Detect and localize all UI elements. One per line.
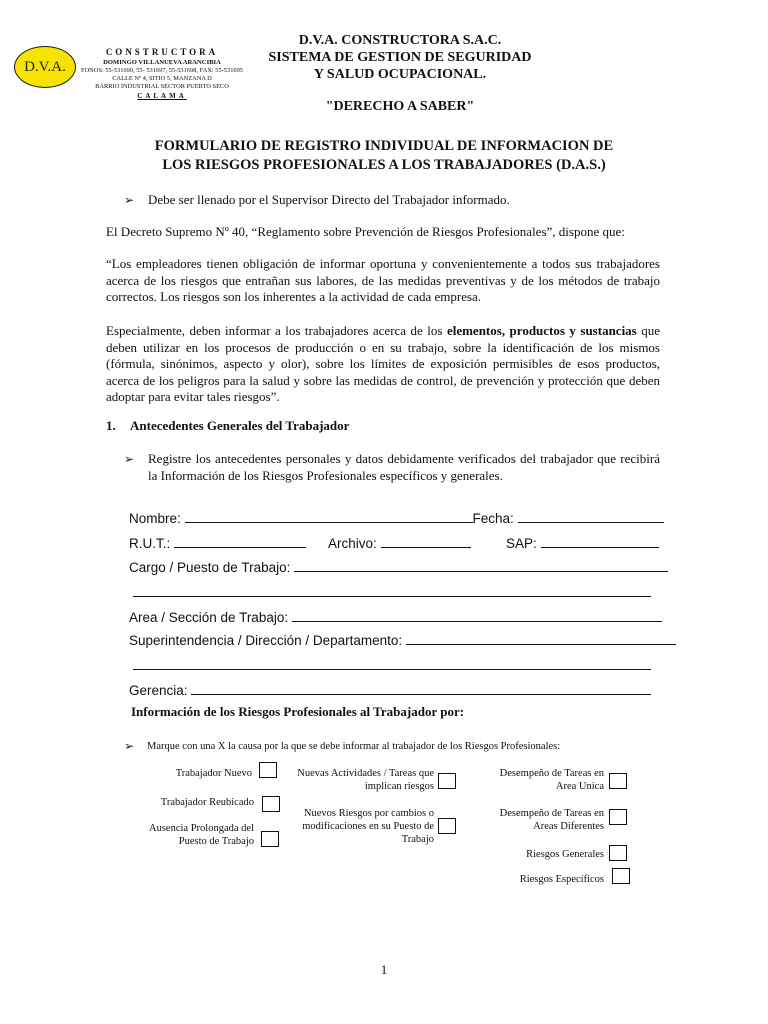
nombre-field[interactable]: [185, 509, 473, 523]
archivo-field[interactable]: [381, 534, 471, 548]
option-label-ausencia-prolongada: Ausencia Prolongada del Puesto de Trabajo: [149, 823, 254, 847]
form-title-line2: LOS RIESGOS PROFESIONALES A LOS TRABAJADORES (D.A.S.): [162, 157, 606, 173]
option-label-riesgos-especificos: Riesgos Específicos: [519, 874, 604, 885]
option-label-riesgos-generales: Riesgos Generales: [526, 849, 604, 860]
page-number: 1: [380, 962, 388, 977]
logo-phones: FONOS: 55-531690, 55- 531697, 55-531698, FAX: 55-531695: [81, 67, 243, 74]
sap-row: [506, 534, 659, 552]
quote2-bold: elementos, productos y sustancias: [446, 323, 637, 338]
section-instruction: Registre los antecedentes personales y datos debidamente verificados del trabajador que recibirá la Información de los Riesgos Profesionales específicos y generales.: [148, 451, 660, 483]
risks-instruction: Marque con una X la causa por la que se debe informar al trabajador de los Riesgos Profesionales:: [147, 741, 561, 752]
checkbox-tareas-areas-diferentes[interactable]: [609, 809, 627, 825]
archivo-row: [328, 534, 471, 552]
option-label-trabajador-reubicado: Trabajador Reubicado: [160, 797, 254, 808]
checkbox-trabajador-nuevo[interactable]: [259, 762, 277, 778]
area-field[interactable]: [292, 608, 662, 622]
option-label-tareas-areas-diferentes: Desempeño de Tareas en Areas Diferentes: [499, 808, 604, 832]
checkbox-riesgos-especificos[interactable]: [612, 868, 630, 884]
option-label-nuevos-riesgos: Nuevos Riesgos por cambios o modificaciones en su Puesto de Trabajo: [302, 808, 434, 845]
logo-initials: D.V.A.: [24, 58, 66, 75]
header-system-2: Y SALUD OCUPACIONAL.: [313, 67, 487, 82]
cargo-row: [129, 558, 668, 576]
risks-title: Información de los Riesgos Profesionales al Trabajador por:: [131, 704, 465, 719]
fecha-label: Fecha:: [472, 511, 514, 526]
cargo-field[interactable]: [294, 558, 668, 572]
gerencia-field[interactable]: [191, 681, 651, 695]
rut-row: [129, 534, 306, 552]
sap-label: SAP:: [506, 536, 537, 551]
header-motto: "DERECHO A SABER": [325, 99, 475, 114]
checkbox-nuevos-riesgos[interactable]: [438, 818, 456, 834]
option-label-tareas-area-unica: Desempeño de Tareas en Area Unica: [499, 768, 604, 792]
superintendencia-row: [129, 631, 676, 649]
superintendencia-field-continuation[interactable]: [133, 669, 651, 670]
quote-paragraph-1: “Los empleadores tienen obligación de informar oportuna y convenientemente a todos sus trabajadores acerca de los riesgos que entrañan sus labores, de las medidas preventivas y de los métodos de trabajo correctos. Los riesgos son los inherentes a la actividad de cada empresa.: [106, 256, 660, 304]
area-row: [129, 608, 662, 626]
logo-company: CONSTRUCTORA: [105, 47, 219, 57]
section-title: Antecedentes Generales del Trabajador: [130, 418, 350, 433]
checkbox-tareas-area-unica[interactable]: [609, 773, 627, 789]
checkbox-ausencia-prolongada[interactable]: [261, 831, 279, 847]
superintendencia-label: Superintendencia / Dirección / Departamento:: [129, 633, 403, 648]
logo-city: CALAMA: [137, 92, 187, 100]
intro-instruction: Debe ser llenado por el Supervisor Directo del Trabajador informado.: [148, 192, 510, 207]
cargo-field-continuation[interactable]: [133, 596, 651, 597]
nombre-label: Nombre:: [129, 511, 181, 526]
section-number: 1.: [106, 418, 116, 433]
superintendencia-field[interactable]: [406, 631, 676, 645]
logo-address1: CALLE Nº 4, SITIO 5, MANZANA D: [112, 75, 212, 82]
area-label: Area / Sección de Trabajo:: [129, 610, 289, 625]
sap-field[interactable]: [541, 534, 659, 548]
company-logo: [14, 46, 76, 88]
checkbox-trabajador-reubicado[interactable]: [262, 796, 280, 812]
decree-text: El Decreto Supremo Nº 40, “Reglamento sobre Prevención de Riesgos Profesionales”, dispone que:: [106, 224, 625, 239]
rut-field[interactable]: [174, 534, 306, 548]
arrow-bullet-icon: ➢: [124, 452, 135, 466]
logo-owner: DOMINGO VILLANUEVA ARANCIBIA: [103, 59, 221, 66]
gerencia-label: Gerencia:: [129, 683, 188, 698]
option-label-trabajador-nuevo: Trabajador Nuevo: [175, 768, 252, 779]
quote2-end: que deben utilizar en los procesos de producción o en su trabajo, sobre la identificación de los mismos (fórmula, sinónimos, aspecto y olor), sobre los límites de exposición permisibles de esos productos, acerca de los peligros para la salud y sobre las medidas de control, de prevención y protección que deben adoptar para evitar tales riesgos”.: [106, 323, 660, 404]
header-system: SISTEMA DE GESTION DE SEGURIDAD: [268, 50, 532, 65]
logo-address2: BARRIO INDUSTRIAL SECTOR PUERTO SECO: [95, 83, 229, 90]
quote-paragraph-2: [106, 323, 660, 406]
checkbox-nuevas-actividades[interactable]: [438, 773, 456, 789]
arrow-bullet-icon: ➢: [124, 739, 135, 753]
quote2-start: Especialmente, deben informar a los trabajadores acerca de los: [106, 323, 447, 338]
rut-label: R.U.T.:: [129, 536, 171, 551]
cargo-label: Cargo / Puesto de Trabajo:: [129, 560, 291, 575]
arrow-bullet-icon: ➢: [124, 193, 135, 207]
option-label-nuevas-actividades: Nuevas Actividades / Tareas que implican riesgos: [297, 768, 434, 792]
archivo-label: Archivo:: [328, 536, 377, 551]
fecha-field[interactable]: [518, 509, 664, 523]
form-title-line1: FORMULARIO DE REGISTRO INDIVIDUAL DE INFORMACION DE: [154, 138, 614, 154]
header-company: D.V.A. CONSTRUCTORA S.A.C.: [298, 33, 502, 48]
gerencia-row: [129, 681, 651, 699]
nombre-row: [129, 509, 664, 527]
checkbox-riesgos-generales[interactable]: [609, 845, 627, 861]
